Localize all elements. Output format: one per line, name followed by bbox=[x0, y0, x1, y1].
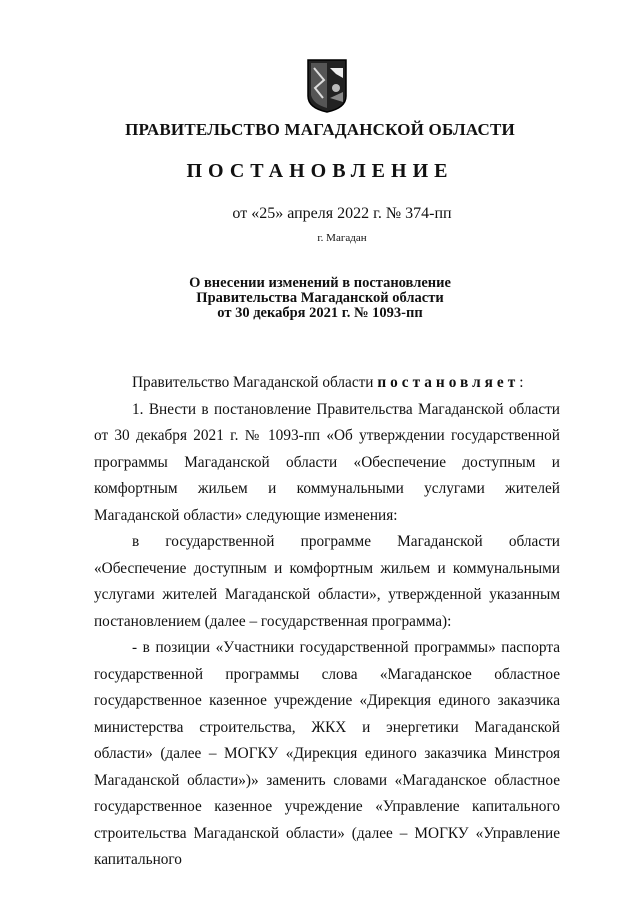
date-number-text: от «25» апреля 2022 г. № 374-пп bbox=[232, 205, 452, 222]
city-line bbox=[0, 232, 640, 244]
document-subject bbox=[0, 276, 640, 321]
intro-paragraph bbox=[94, 370, 560, 397]
document-body bbox=[94, 370, 560, 874]
document-type: ПОСТАНОВЛЕНИЕ bbox=[186, 160, 454, 182]
city-text: г. Магадан bbox=[317, 232, 367, 244]
intro-emphasis: постановляет bbox=[377, 374, 520, 391]
paragraph-2: в государственной программе Магаданской области «Обеспечение доступным и комфортным жильем и коммунальными услугами жителей Магаданской области», утвержденной указанным постановлением (далее – государственная программа): bbox=[94, 533, 560, 630]
subject-line-2: Правительства Магаданской области bbox=[196, 290, 444, 306]
date-number-line bbox=[0, 205, 640, 223]
paragraph-1: 1. Внести в постановление Правительства Магаданской области от 30 декабря 2021 г. № 1093-пп «Об утверждении государственной программы Магаданской области «Обеспечение доступным и комфортным жильем и коммунальными услугами жителей Магаданской области» следующие изменения: bbox=[94, 400, 560, 524]
paragraph-3: - в позиции «Участники государственной программы» паспорта государственной программы слова «Магаданское областное государственное казенное учреждение «Дирекция единого заказчика министерства строительства, ЖКХ и энергетики Магаданской области» (далее – МОГКУ «Дирекция единого заказчика Минстроя Магаданской области»)» заменить словами «Магаданское областное государственное казенное учреждение «Управление капитального строительства Магаданской области» (далее – МОГКУ «Управление капитального bbox=[94, 639, 560, 868]
coat-of-arms-emblem bbox=[306, 58, 348, 114]
intro-text: Правительство Магаданской области bbox=[132, 374, 378, 391]
organization-name: ПРАВИТЕЛЬСТВО МАГАДАНСКОЙ ОБЛАСТИ bbox=[125, 120, 515, 139]
subject-line-1: О внесении изменений в постановление bbox=[189, 275, 451, 291]
subject-line-3: от 30 декабря 2021 г. № 1093-пп bbox=[217, 305, 423, 321]
intro-end: : bbox=[519, 374, 524, 391]
